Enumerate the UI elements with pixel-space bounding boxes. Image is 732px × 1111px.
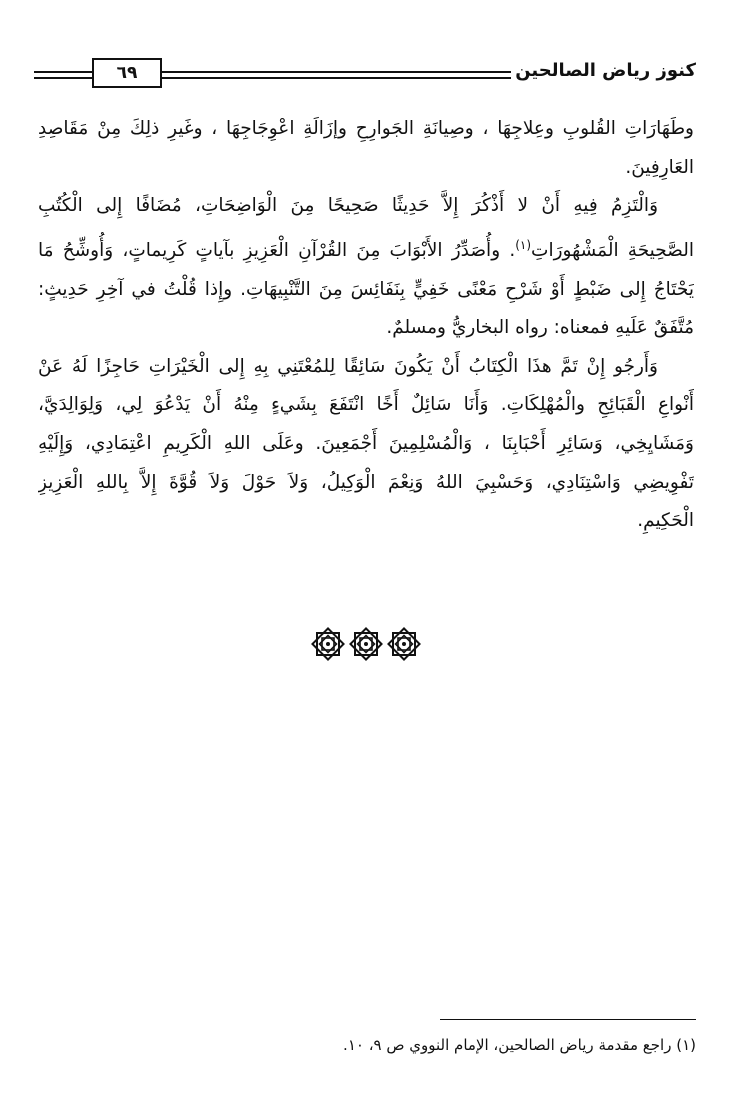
page-number: ٦٩: [92, 58, 162, 88]
text-segment: الصَّحِيحَةِ الْمَشْهُورَاتِ: [531, 239, 694, 261]
eight-point-star-icon: [388, 628, 419, 659]
footnote-separator: [440, 1019, 696, 1020]
text-line: وطَهَارَاتِ القُلوبِ وعِلاجِهَا ، وصِيانَةِ الجَوارِحِ وإزَالَةِ اعْوِجَاجِهَا ، وغَيرِ ذلِكَ مِنْ مَقَاصِدِ: [38, 118, 694, 139]
text-line: وَالْتَزِمُ فِيهِ أَنْ لا أَذْكُرَ إِلاَّ حَدِيثًا صَحِيحًا مِنَ الْوَاضِحَاتِ، مُضَافًا إِلى الْكُتُبِ: [38, 195, 658, 217]
page-header: [34, 58, 696, 94]
paragraph-3: [38, 348, 694, 541]
text-segment: . وأُصَدِّرُ الأَبْوَابَ مِنَ القُرْآنِ الْعَزِيزِ بآياتٍ كَرِيماتٍ، وَأُوشِّحُ مَا: [38, 239, 516, 261]
header-rule-right: [364, 71, 511, 79]
paragraph-1: [38, 110, 694, 187]
text-line: مُتَّفَقٌ عَلَيهِ فمعناه: رواه البخاريُّ ومسلمٌ.: [386, 317, 694, 339]
book-title: كنوز رياض الصالحين: [515, 60, 696, 81]
text-line: الْحَكِيمِ.: [637, 510, 694, 532]
footnote-ref: (١): [515, 237, 532, 252]
header-rule-middle: [162, 71, 364, 79]
ornament-divider: [310, 626, 422, 662]
text-line-with-footnote: [38, 226, 694, 271]
footnote-text: (١) راجع مقدمة رياض الصالحين، الإمام النووي ص ٩، ١٠.: [343, 1036, 696, 1054]
eight-point-star-icon: [312, 628, 343, 659]
text-line: أَنْواعِ الْقَبَائِحِ والْمُهْلِكَاتِ. وَأَنَا سَائِلٌ أَخًا انْتَفَعَ بِشَيءٍ مِنْهُ أَنْ يَدْعُوَ لِي، وَلِوَالِدَيَّ،: [38, 394, 694, 416]
text-line: وَمَشَايِخِي، وَسَائِرِ أَحْبَابِنَا ، وَالْمُسْلِمِينَ أَجْمَعِينَ. وعَلَى اللهِ الْكَرِيمِ اعْتِمَادِي، وَإِلَيْهِ: [38, 432, 694, 454]
text-line: تَفْوِيضِي وَاسْتِنَادِي، وَحَسْبِيَ اللهُ وَنِعْمَ الْوَكِيلُ، وَلاَ حَوْلَ وَلاَ قُوَّةَ إِلاَّ بِاللهِ الْعَزِيزِ: [38, 471, 694, 493]
header-rule-left: [34, 71, 92, 79]
main-text: [38, 110, 694, 541]
text-line: يَحْتَاجُ إِلى ضَبْطٍ أَوْ شَرْحِ مَعْنًى خَفِيٍّ بِنَفَائِسَ مِنَ التَّنْبِيهَاتِ. وإِذا قُلْتُ في آخِرِ حَدِيثٍ:: [38, 278, 694, 300]
eight-point-star-icon: [350, 628, 381, 659]
text-line: العَارِفِينَ.: [625, 156, 694, 178]
paragraph-2: [38, 187, 694, 348]
text-line: وَأَرجُو إِنْ تَمَّ هذَا الْكِتَابُ أَنْ يَكُونَ سَائِقًا لِلمُعْتَنِي بِهِ إِلى الْخَيْرَاتِ حَاجِزًا لَهُ عَنْ: [38, 355, 658, 377]
